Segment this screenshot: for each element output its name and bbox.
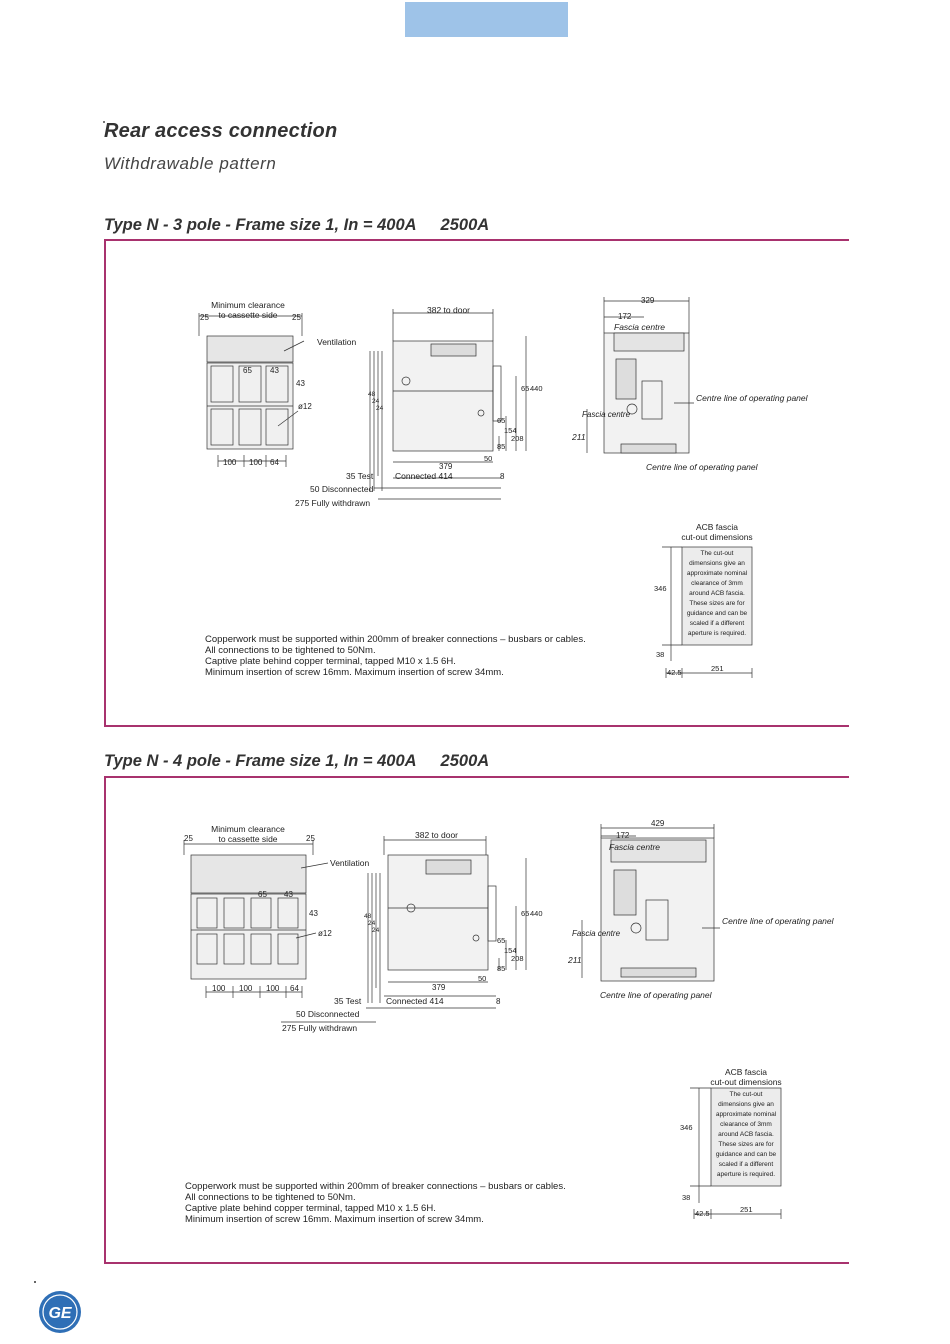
label-centre-line-bottom: Centre line of operating panel xyxy=(600,990,712,1000)
label-centre-line-right: Centre line of operating panel xyxy=(696,393,808,403)
section-title-text: Type N - 3 pole - Frame size 1, In = 400A xyxy=(104,216,417,234)
dim-43: 43 xyxy=(284,890,293,899)
dim-208: 208 xyxy=(511,954,524,963)
note-line: All connections to be tightened to 50Nm. xyxy=(205,645,376,656)
note-line: All connections to be tightened to 50Nm. xyxy=(185,1192,356,1203)
dim-440: 440 xyxy=(530,384,543,393)
dim-100-b: 100 xyxy=(249,458,263,467)
dim-43-vertical: 43 xyxy=(296,379,305,388)
label-275-fully-withdrawn: 275 Fully withdrawn xyxy=(282,1023,358,1033)
dim-43: 43 xyxy=(270,366,279,375)
section-title-text: Type N - 4 pole - Frame size 1, In = 400A xyxy=(104,752,417,770)
label-min-clearance: Minimum clearance xyxy=(211,824,285,834)
label-centre-line-bottom: Centre line of operating panel xyxy=(646,462,758,472)
label-35-test: 35 Test xyxy=(334,996,362,1006)
drawing-frame-3-pole xyxy=(104,239,849,727)
dim-211: 211 xyxy=(572,432,586,442)
label-50-disconnected: 50 Disconnected xyxy=(310,484,374,494)
dim-346: 346 xyxy=(680,1123,693,1132)
dim-38: 38 xyxy=(656,650,665,659)
dim-42-5: 42.5 xyxy=(667,668,682,677)
dim-diameter-12: ø12 xyxy=(298,402,312,411)
label-35-test: 35 Test xyxy=(346,471,374,481)
dim-251: 251 xyxy=(711,664,724,673)
section-title-3-pole xyxy=(104,216,489,235)
dim-24-a: 24 xyxy=(372,398,380,405)
dim-100-b: 100 xyxy=(239,984,253,993)
label-ventilation: Ventilation xyxy=(317,337,357,347)
ge-logo-text: GE xyxy=(48,1305,72,1322)
dim-329: 329 xyxy=(641,296,655,305)
dim-24-b: 24 xyxy=(372,927,380,934)
dim-172: 172 xyxy=(618,312,632,321)
note-line: Captive plate behind copper terminal, tapped M10 x 1.5 6H. xyxy=(205,656,456,667)
dim-208: 208 xyxy=(511,434,524,443)
label-fascia-centre: Fascia centre xyxy=(609,842,661,852)
dim-50: 50 xyxy=(478,974,487,983)
dim-65-lower: 65 xyxy=(497,416,506,425)
dim-172: 172 xyxy=(616,831,630,840)
label-fascia-centre-vertical: Fascia centre xyxy=(582,410,631,419)
dim-65-lower: 65 xyxy=(497,936,506,945)
dim-65-mid: 65 xyxy=(521,909,530,918)
dim-346: 346 xyxy=(654,584,667,593)
label-connected-414: Connected 414 xyxy=(386,996,444,1006)
label-to-cassette: to cassette side xyxy=(218,310,278,320)
dim-64: 64 xyxy=(290,984,299,993)
header-accent-bar xyxy=(405,2,568,37)
note-line: Copperwork must be supported within 200mm of breaker connections – busbars or cables. xyxy=(185,1181,566,1192)
page-heading: Rear access connection xyxy=(104,120,338,142)
label-centre-line-right: Centre line of operating panel xyxy=(722,916,834,926)
label-fascia-centre-vertical: Fascia centre xyxy=(572,929,621,938)
dim-154: 154 xyxy=(504,946,517,955)
dim-diameter-12: ø12 xyxy=(318,929,332,938)
dim-24-b: 24 xyxy=(376,405,384,412)
dim-100-a: 100 xyxy=(223,458,237,467)
note-line: Captive plate behind copper terminal, tapped M10 x 1.5 6H. xyxy=(185,1203,436,1214)
dim-48: 48 xyxy=(368,391,376,398)
dim-24-a: 24 xyxy=(368,920,376,927)
ventilation-grille xyxy=(191,855,306,893)
ventilation-grille xyxy=(207,336,293,362)
note-line: Copperwork must be supported within 200mm of breaker connections – busbars or cables. xyxy=(205,634,586,645)
cutout-title-1: ACB fascia xyxy=(724,1067,768,1077)
dim-25-left: 25 xyxy=(200,313,209,322)
ge-logo xyxy=(38,1290,82,1334)
cutout-title-2: cut-out dimensions xyxy=(681,532,753,542)
label-ventilation: Ventilation xyxy=(330,858,370,868)
dim-43-vertical: 43 xyxy=(309,909,318,918)
dim-42-5: 42.5 xyxy=(695,1209,710,1218)
dim-440: 440 xyxy=(530,909,543,918)
cutout-description: The cut-out dimensions give an approximate nominal clearance of 3mm around ACB fascia. These sizes are for guidance and can be scaled if a different aperture is required. xyxy=(715,1091,777,1178)
dim-65: 65 xyxy=(243,366,252,375)
dim-211: 211 xyxy=(568,955,582,965)
dim-38: 38 xyxy=(682,1193,691,1202)
label-fascia-centre: Fascia centre xyxy=(614,322,666,332)
section-title-4-pole xyxy=(104,752,489,771)
cutout-description: The cut-out dimensions give an approximate nominal clearance of 3mm around ACB fascia. These sizes are for guidance and can be scaled if a different aperture is required. xyxy=(686,550,748,637)
corner-dot xyxy=(34,1281,36,1283)
dim-25-right: 25 xyxy=(292,313,301,322)
dim-65: 65 xyxy=(258,890,267,899)
label-to-cassette: to cassette side xyxy=(218,834,278,844)
breaker-side-body xyxy=(393,341,493,451)
cutout-title-2: cut-out dimensions xyxy=(710,1077,782,1087)
dim-48: 48 xyxy=(364,913,372,920)
dim-379: 379 xyxy=(439,462,453,471)
dim-379: 379 xyxy=(432,983,446,992)
note-line: Minimum insertion of screw 16mm. Maximum insertion of screw 34mm. xyxy=(205,667,504,678)
dim-8: 8 xyxy=(496,997,501,1006)
dim-65-mid: 65 xyxy=(521,384,530,393)
notes-3-pole xyxy=(205,634,586,678)
label-275-fully-withdrawn: 275 Fully withdrawn xyxy=(295,498,371,508)
label-50-disconnected: 50 Disconnected xyxy=(296,1009,360,1019)
notes-4-pole xyxy=(185,1181,566,1225)
note-line: Minimum insertion of screw 16mm. Maximum insertion of screw 34mm. xyxy=(185,1214,484,1225)
dim-100-c: 100 xyxy=(266,984,280,993)
drawing-frame-4-pole xyxy=(104,776,849,1264)
dim-154: 154 xyxy=(504,426,517,435)
label-connected-414: Connected 414 xyxy=(395,471,453,481)
section-title-end: 2500A xyxy=(440,216,490,234)
dim-382-to-door: 382 to door xyxy=(427,305,471,315)
dim-429: 429 xyxy=(651,819,665,828)
dim-64: 64 xyxy=(270,458,279,467)
dim-251: 251 xyxy=(740,1205,753,1214)
cutout-title-1: ACB fascia xyxy=(695,522,739,532)
dim-85: 85 xyxy=(497,442,506,451)
dim-85: 85 xyxy=(497,964,506,973)
page-subheading: Withdrawable pattern xyxy=(104,154,277,173)
dim-50: 50 xyxy=(484,454,493,463)
cassette-side-body xyxy=(191,894,306,979)
dim-100-a: 100 xyxy=(212,984,226,993)
section-title-end: 2500A xyxy=(440,752,490,770)
dim-25-left: 25 xyxy=(184,834,193,843)
dim-25-right: 25 xyxy=(306,834,315,843)
label-min-clearance: Minimum clearance xyxy=(211,300,285,310)
dim-382-to-door: 382 to door xyxy=(415,830,459,840)
dim-8: 8 xyxy=(500,472,505,481)
